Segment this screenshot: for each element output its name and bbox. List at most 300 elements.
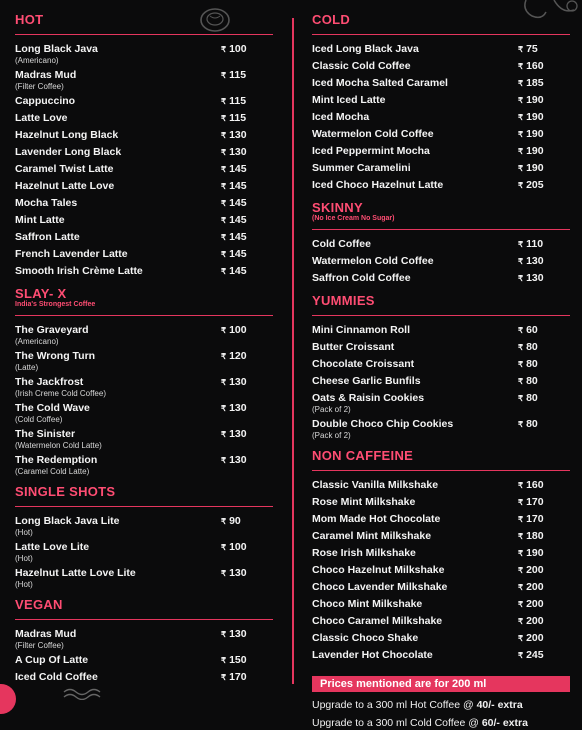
menu-item-text [15, 129, 118, 142]
rupee-symbol: ₹ [518, 257, 524, 266]
menu-item [312, 547, 570, 560]
menu-item-text [15, 231, 80, 244]
rupee-symbol: ₹ [518, 45, 524, 54]
rupee-symbol: ₹ [221, 326, 227, 335]
price-value: 145 [229, 197, 247, 209]
price-value: 170 [526, 513, 544, 525]
section-title: SLAY- X [15, 286, 67, 301]
price-value: 80 [526, 418, 538, 430]
menu-item-note: (Hot) [15, 580, 33, 589]
menu-item [15, 43, 273, 65]
menu-item-name: Long Black Java [15, 43, 98, 55]
menu-item [15, 628, 273, 650]
price-value: 100 [229, 324, 247, 336]
price-note-banner: Prices mentioned are for 200 ml [312, 676, 570, 692]
price-value: 115 [229, 95, 247, 107]
menu-item-text [15, 541, 89, 563]
menu-section [312, 200, 570, 293]
menu-item-note: (Americano) [15, 56, 59, 65]
price-value: 130 [229, 129, 247, 141]
left-menu-column [15, 12, 273, 692]
rupee-symbol: ₹ [518, 360, 524, 369]
rupee-symbol: ₹ [518, 79, 524, 88]
menu-item [312, 145, 570, 158]
price-value: 130 [229, 376, 247, 388]
menu-item [15, 214, 273, 227]
menu-item [15, 180, 273, 193]
menu-item [312, 272, 570, 285]
menu-item-price [518, 179, 570, 192]
menu-item-text [312, 179, 443, 192]
menu-item-note: (Hot) [15, 554, 33, 563]
menu-item-text [312, 238, 371, 251]
section-title: YUMMIES [312, 293, 375, 308]
rupee-symbol: ₹ [518, 498, 524, 507]
menu-section [15, 597, 273, 692]
menu-item-price [221, 541, 273, 554]
menu-item-name: Cappuccino [15, 95, 76, 107]
menu-item [312, 60, 570, 73]
rupee-symbol: ₹ [518, 274, 524, 283]
rupee-symbol: ₹ [221, 148, 227, 157]
rupee-symbol: ₹ [518, 515, 524, 524]
rupee-symbol: ₹ [221, 233, 227, 242]
menu-item-text [15, 628, 76, 650]
menu-item-price [221, 180, 273, 193]
menu-item-name: Chocolate Croissant [312, 358, 415, 370]
price-value: 130 [526, 255, 544, 267]
menu-item-price [518, 479, 570, 492]
price-value: 60 [526, 324, 538, 336]
section-rule [15, 34, 273, 35]
menu-item-text [312, 77, 448, 90]
rupee-symbol: ₹ [518, 96, 524, 105]
menu-item-price [221, 654, 273, 667]
menu-item [15, 112, 273, 125]
menu-item-price [221, 350, 273, 363]
menu-item-text [312, 530, 431, 543]
menu-item-price [518, 496, 570, 509]
menu-item-text [312, 598, 422, 611]
rupee-symbol: ₹ [221, 216, 227, 225]
menu-item-name: Saffron Latte [15, 231, 80, 243]
price-value: 190 [526, 162, 544, 174]
menu-item-text [312, 341, 394, 354]
price-value: 130 [229, 567, 247, 579]
menu-item [312, 111, 570, 124]
rupee-symbol: ₹ [518, 481, 524, 490]
menu-item-price [221, 214, 273, 227]
menu-item [15, 350, 273, 372]
menu-item-price [221, 567, 273, 580]
menu-item [15, 428, 273, 450]
price-value: 145 [229, 231, 247, 243]
section-subtitle: (No Ice Cream No Sugar) [312, 215, 395, 222]
rupee-symbol: ₹ [221, 71, 227, 80]
price-value: 200 [526, 598, 544, 610]
menu-item-name: Mint Iced Latte [312, 94, 386, 106]
menu-item-note: (Watermelon Cold Latte) [15, 441, 102, 450]
menu-item-name: Iced Peppermint Mocha [312, 145, 430, 157]
menu-item [312, 418, 570, 440]
menu-item [15, 265, 273, 278]
menu-item [312, 632, 570, 645]
price-value: 190 [526, 128, 544, 140]
menu-item-note: (Pack of 2) [312, 431, 351, 440]
menu-item-text [312, 581, 447, 594]
menu-item-text [312, 255, 434, 268]
price-value: 90 [229, 515, 241, 527]
rupee-symbol: ₹ [221, 352, 227, 361]
menu-item-text [15, 376, 106, 398]
section-title: HOT [15, 12, 44, 27]
menu-item-name: Saffron Cold Coffee [312, 272, 411, 284]
menu-item-price [221, 324, 273, 337]
menu-item [312, 564, 570, 577]
menu-item-name: The Graveyard [15, 324, 89, 336]
price-value: 145 [229, 248, 247, 260]
menu-item-text [15, 654, 88, 667]
section-title: NON CAFFEINE [312, 448, 414, 463]
menu-item-price [221, 129, 273, 142]
price-value: 80 [526, 375, 538, 387]
corner-accent [0, 684, 16, 714]
menu-item-price [518, 564, 570, 577]
menu-item [15, 248, 273, 261]
price-value: 80 [526, 358, 538, 370]
menu-item-text [15, 112, 68, 125]
price-value: 145 [229, 265, 247, 277]
menu-item-note: (Filter Coffee) [15, 641, 64, 650]
price-value: 190 [526, 547, 544, 559]
menu-item-name: Mom Made Hot Chocolate [312, 513, 441, 525]
menu-item-note: (Irish Creme Cold Coffee) [15, 389, 106, 398]
price-value: 130 [229, 146, 247, 158]
menu-item-text [312, 162, 411, 175]
menu-item-price [221, 671, 273, 684]
menu-item-text [15, 146, 121, 159]
menu-item-text [312, 564, 444, 577]
menu-item [312, 358, 570, 371]
menu-item [312, 162, 570, 175]
menu-item-name: Hazelnut Long Black [15, 129, 119, 141]
menu-item [15, 197, 273, 210]
menu-item-name: Cold Coffee [312, 238, 371, 250]
rupee-symbol: ₹ [518, 377, 524, 386]
rupee-symbol: ₹ [221, 267, 227, 276]
menu-item-price [518, 513, 570, 526]
menu-item-text [15, 214, 65, 227]
menu-item-text [312, 324, 410, 337]
upgrade-cold-text: Upgrade to a 300 ml Cold Coffee @ [312, 717, 479, 729]
menu-item [15, 454, 273, 476]
menu-item-price [518, 598, 570, 611]
price-value: 245 [526, 649, 544, 661]
menu-item [312, 530, 570, 543]
price-value: 75 [526, 43, 538, 55]
price-value: 160 [526, 60, 544, 72]
price-value: 205 [526, 179, 544, 191]
upgrade-cold-price: 60/- extra [481, 717, 528, 729]
menu-item-price [518, 60, 570, 73]
menu-item [312, 341, 570, 354]
menu-item-price [221, 515, 273, 528]
menu-item-price [518, 111, 570, 124]
rupee-symbol: ₹ [221, 569, 227, 578]
section-title: VEGAN [15, 597, 63, 612]
price-value: 200 [526, 564, 544, 576]
menu-item-text [15, 248, 128, 261]
rupee-symbol: ₹ [518, 130, 524, 139]
menu-item-text [15, 180, 114, 193]
price-value: 190 [526, 111, 544, 123]
menu-item-price [221, 146, 273, 159]
upgrade-cold-note [312, 716, 570, 730]
menu-item-name: Iced Cold Coffee [15, 671, 98, 683]
menu-item [312, 392, 570, 414]
menu-item-text [312, 632, 418, 645]
rupee-symbol: ₹ [518, 549, 524, 558]
menu-item [312, 238, 570, 251]
menu-item-name: Smooth Irish Crème Latte [15, 265, 143, 277]
price-value: 110 [526, 238, 544, 250]
menu-item-name: Iced Mocha [312, 111, 370, 123]
menu-section [312, 448, 570, 670]
rupee-symbol: ₹ [221, 656, 227, 665]
price-value: 170 [526, 496, 544, 508]
rupee-symbol: ₹ [221, 543, 227, 552]
menu-item-name: Iced Choco Hazelnut Latte [312, 179, 444, 191]
menu-item [15, 231, 273, 244]
menu-item [312, 615, 570, 628]
menu-item-price [518, 375, 570, 388]
menu-section [15, 484, 273, 597]
menu-item-name: Classic Cold Coffee [312, 60, 411, 72]
menu-item-text [15, 163, 113, 176]
rupee-symbol: ₹ [221, 131, 227, 140]
rupee-symbol: ₹ [518, 600, 524, 609]
menu-section [15, 286, 273, 484]
menu-item-name: Classic Vanilla Milkshake [312, 479, 439, 491]
price-value: 170 [229, 671, 247, 683]
menu-item-text [15, 515, 119, 537]
rupee-symbol: ₹ [221, 673, 227, 682]
menu-item [15, 146, 273, 159]
menu-item-name: French Lavender Latte [15, 248, 128, 260]
menu-item-price [518, 162, 570, 175]
price-value: 130 [229, 402, 247, 414]
menu-item-name: Mint Latte [15, 214, 65, 226]
menu-item-text [15, 454, 97, 476]
menu-item-price [221, 628, 273, 641]
menu-item-text [312, 479, 438, 492]
menu-item [312, 649, 570, 662]
rupee-symbol: ₹ [221, 199, 227, 208]
price-value: 100 [229, 43, 247, 55]
menu-item-name: The Cold Wave [15, 402, 90, 414]
menu-item-price [221, 248, 273, 261]
price-value: 200 [526, 632, 544, 644]
menu-item-name: Hazelnut Latte Love Lite [15, 567, 136, 579]
menu-item-name: Rose Mint Milkshake [312, 496, 416, 508]
rupee-symbol: ₹ [221, 165, 227, 174]
menu-item-text [312, 43, 419, 56]
menu-item [15, 376, 273, 398]
rupee-symbol: ₹ [518, 113, 524, 122]
section-title: SINGLE SHOTS [15, 484, 116, 499]
menu-item-note: (Pack of 2) [312, 405, 351, 414]
rupee-symbol: ₹ [518, 651, 524, 660]
menu-item-price [518, 649, 570, 662]
rupee-symbol: ₹ [518, 634, 524, 643]
rupee-symbol: ₹ [221, 430, 227, 439]
menu-item-name: Lavender Hot Chocolate [312, 649, 433, 661]
menu-item [312, 179, 570, 192]
menu-item-name: Caramel Mint Milkshake [312, 530, 432, 542]
upgrade-hot-price: 40/- extra [476, 699, 523, 711]
menu-item [15, 671, 273, 684]
price-value: 130 [229, 454, 247, 466]
price-value: 120 [229, 350, 247, 362]
rupee-symbol: ₹ [221, 97, 227, 106]
price-value: 145 [229, 214, 247, 226]
menu-item-name: Long Black Java Lite [15, 515, 120, 527]
menu-item [312, 375, 570, 388]
price-value: 160 [526, 479, 544, 491]
menu-item-text [15, 43, 98, 65]
menu-item-text [312, 547, 416, 560]
upgrade-hot-note [312, 698, 570, 712]
right-menu-column [312, 12, 570, 730]
rupee-symbol: ₹ [221, 182, 227, 191]
menu-item-name: Cheese Garlic Bunfils [312, 375, 421, 387]
menu-item-text [15, 324, 89, 346]
menu-item [312, 598, 570, 611]
menu-item-text [312, 272, 411, 285]
price-value: 190 [526, 94, 544, 106]
menu-item-text [15, 428, 102, 450]
menu-item [15, 163, 273, 176]
column-divider [292, 18, 294, 684]
menu-item [15, 567, 273, 589]
menu-item-note: (Hot) [15, 528, 33, 537]
menu-item-name: Choco Lavender Milkshake [312, 581, 448, 593]
menu-item-text [15, 265, 143, 278]
menu-item-name: Latte Love Lite [15, 541, 90, 553]
menu-item-price [518, 128, 570, 141]
menu-item-name: Latte Love [15, 112, 68, 124]
menu-item-name: Watermelon Cold Coffee [312, 128, 434, 140]
menu-item-text [15, 402, 90, 424]
menu-item-name: Rose Irish Milkshake [312, 547, 416, 559]
menu-item-name: Madras Mud [15, 69, 77, 81]
menu-item [312, 94, 570, 107]
menu-item [15, 324, 273, 346]
rupee-symbol: ₹ [518, 583, 524, 592]
rupee-symbol: ₹ [221, 404, 227, 413]
upgrade-hot-text: Upgrade to a 300 ml Hot Coffee @ [312, 699, 474, 711]
rupee-symbol: ₹ [518, 62, 524, 71]
menu-item-price [221, 231, 273, 244]
menu-item-text [15, 350, 95, 372]
price-value: 115 [229, 112, 247, 124]
menu-item [312, 77, 570, 90]
rupee-symbol: ₹ [221, 630, 227, 639]
menu-item-price [518, 615, 570, 628]
menu-item-text [312, 60, 411, 73]
menu-item-note: (Caramel Cold Latte) [15, 467, 90, 476]
rupee-symbol: ₹ [518, 420, 524, 429]
menu-item-text [312, 649, 433, 662]
menu-item-name: Summer Caramelini [312, 162, 411, 174]
menu-item [312, 255, 570, 268]
price-value: 145 [229, 180, 247, 192]
menu-item-note: (Cold Coffee) [15, 415, 63, 424]
menu-item-text [15, 95, 75, 108]
right-sections [312, 12, 570, 670]
menu-item-text [312, 358, 414, 371]
menu-item [312, 513, 570, 526]
menu-item-price [518, 43, 570, 56]
menu-item-name: The Sinister [15, 428, 76, 440]
rupee-symbol: ₹ [518, 164, 524, 173]
menu-item-price [518, 238, 570, 251]
menu-item-text [312, 94, 386, 107]
menu-item [15, 654, 273, 667]
rupee-symbol: ₹ [221, 378, 227, 387]
rupee-symbol: ₹ [221, 456, 227, 465]
menu-item-name: Classic Choco Shake [312, 632, 419, 644]
price-value: 115 [229, 69, 247, 81]
menu-item-name: Watermelon Cold Coffee [312, 255, 434, 267]
section-rule [15, 506, 273, 507]
menu-item-name: Double Choco Chip Cookies [312, 418, 454, 430]
menu-item-text [312, 375, 421, 388]
menu-item-text [312, 128, 434, 141]
rupee-symbol: ₹ [518, 343, 524, 352]
rupee-symbol: ₹ [221, 250, 227, 259]
price-value: 200 [526, 615, 544, 627]
menu-item-price [518, 324, 570, 337]
menu-item-price [221, 428, 273, 441]
menu-item-name: Caramel Twist Latte [15, 163, 114, 175]
menu-item-text [15, 671, 98, 684]
price-value: 80 [526, 341, 538, 353]
menu-item-price [221, 454, 273, 467]
menu-section [15, 12, 273, 286]
menu-item [312, 496, 570, 509]
menu-item-note: (Filter Coffee) [15, 82, 64, 91]
rupee-symbol: ₹ [518, 532, 524, 541]
price-value: 150 [229, 654, 247, 666]
price-value: 100 [229, 541, 247, 553]
rupee-symbol: ₹ [518, 181, 524, 190]
menu-item-text [312, 496, 415, 509]
section-title: SKINNY [312, 200, 363, 215]
menu-item-price [518, 530, 570, 543]
menu-item-name: A Cup Of Latte [15, 654, 89, 666]
section-rule [15, 619, 273, 620]
menu-item-price [221, 43, 273, 56]
menu-item [15, 129, 273, 142]
menu-item-name: The Wrong Turn [15, 350, 96, 362]
menu-item [15, 541, 273, 563]
menu-item-price [518, 358, 570, 371]
price-value: 130 [229, 428, 247, 440]
rupee-symbol: ₹ [518, 147, 524, 156]
menu-item-name: Iced Mocha Salted Caramel [312, 77, 448, 89]
section-rule [312, 229, 570, 230]
